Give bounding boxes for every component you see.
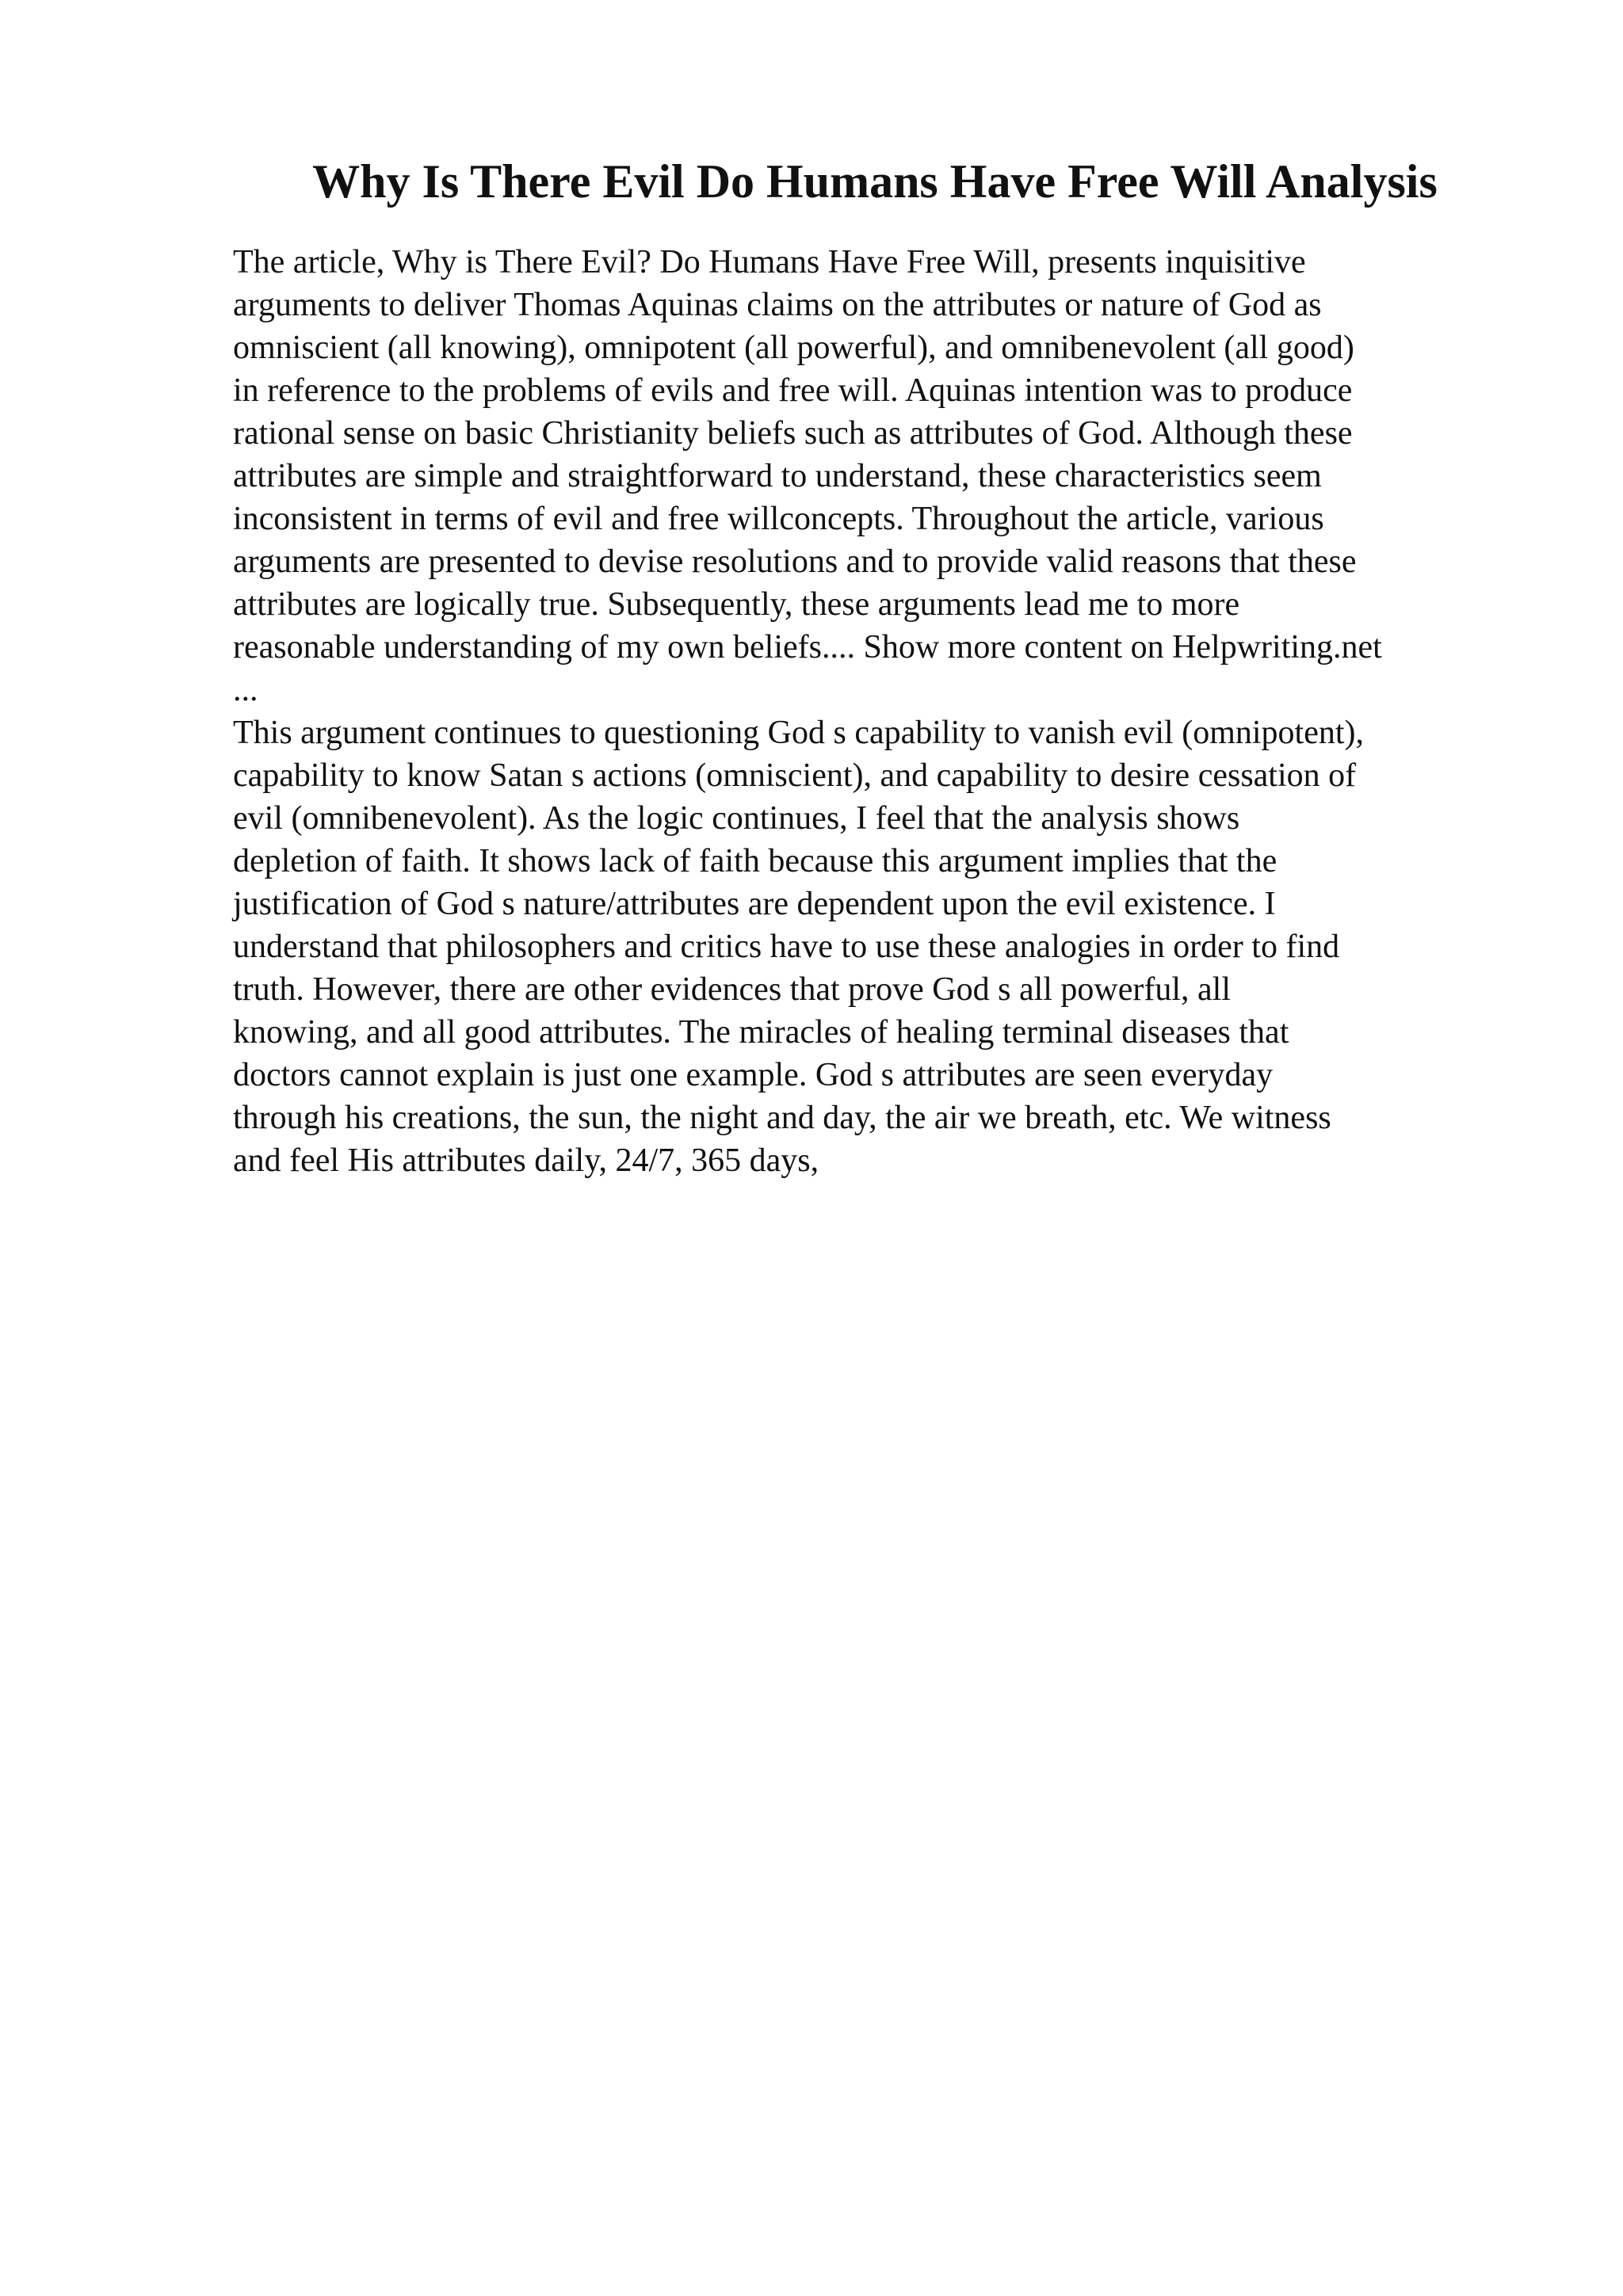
text-line: depletion of faith. It shows lack of faith because this argument implies that the: [233, 843, 1277, 879]
text-line: This argument continues to questioning God s capability to vanish evil (omnipotent),: [233, 715, 1365, 751]
text-line: arguments are presented to devise resolutions and to provide valid reasons that these: [233, 543, 1357, 580]
text-line: doctors cannot explain is just one example. God s attributes are seen everyday: [233, 1057, 1274, 1093]
page-title: Why Is There Evil Do Humans Have Free Will Analysis: [312, 155, 1438, 208]
text-line: arguments to deliver Thomas Aquinas claims on the attributes or nature of God as: [233, 287, 1322, 323]
text-line: evil (omnibenevolent). As the logic continues, I feel that the analysis shows: [233, 800, 1240, 837]
text-line: in reference to the problems of evils and free will. Aquinas intention was to produce: [233, 372, 1353, 409]
text-line: inconsistent in terms of evil and free willconcepts. Throughout the article, various: [233, 501, 1324, 537]
text-line: and feel His attributes daily, 24/7, 365 days,: [233, 1142, 819, 1179]
text-line: omniscient (all knowing), omnipotent (all powerful), and omnibenevolent (all good): [233, 330, 1354, 366]
text-line: justification of God s nature/attributes are dependent upon the evil existence. I: [233, 886, 1276, 922]
text-line: attributes are logically true. Subsequently, these arguments lead me to more: [233, 586, 1240, 623]
text-line: rational sense on basic Christianity beliefs such as attributes of God. Although these: [233, 415, 1353, 452]
text-line: reasonable understanding of my own beliefs.... Show more content on Helpwriting.net: [233, 629, 1382, 666]
text-line: through his creations, the sun, the night and day, the air we breath, etc. We witness: [233, 1100, 1331, 1136]
text-line: truth. However, there are other evidences that prove God s all powerful, all: [233, 971, 1232, 1008]
text-line: The article, Why is There Evil? Do Humans Have Free Will, presents inquisitive: [233, 244, 1306, 280]
text-line: understand that philosophers and critics have to use these analogies in order to find: [233, 929, 1340, 965]
body-text: [233, 241, 1517, 1182]
text-line: capability to know Satan s actions (omniscient), and capability to desire cessation of: [233, 757, 1357, 794]
text-line: ...: [233, 672, 258, 708]
text-line: knowing, and all good attributes. The miracles of healing terminal diseases that: [233, 1014, 1289, 1051]
text-line: attributes are simple and straightforward to understand, these characteristics seem: [233, 458, 1322, 494]
